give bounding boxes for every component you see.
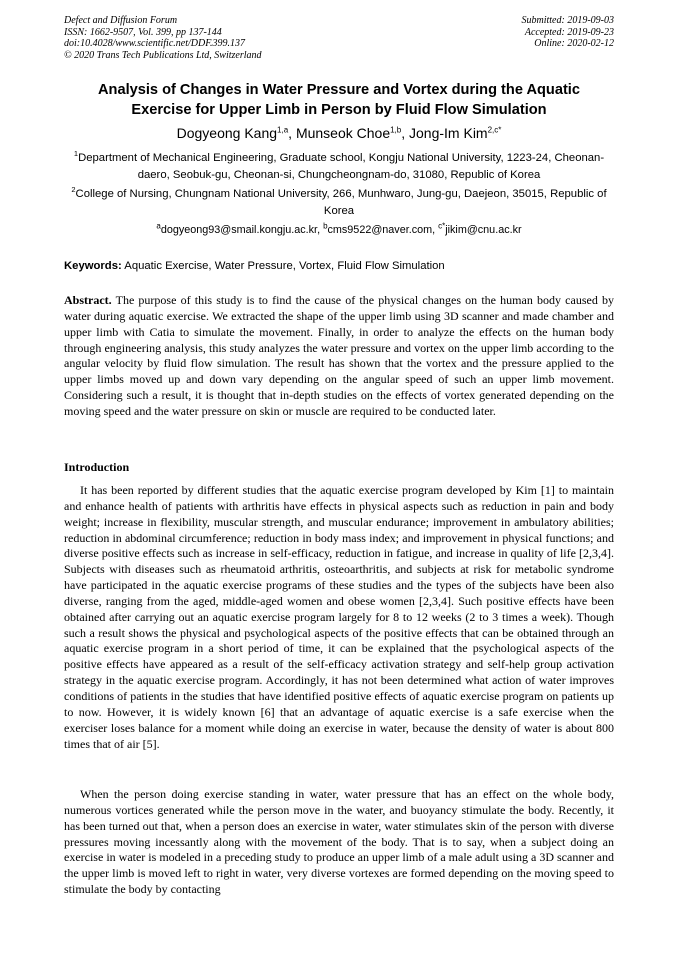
abstract-label: Abstract.	[64, 293, 112, 307]
journal-name: Defect and Diffusion Forum	[64, 15, 178, 26]
affiliation-2-mark: 2	[71, 185, 76, 195]
abstract-text: The purpose of this study is to find the cause of the physical changes on the human body caused by water during aquatic exercise. We extracted the shape of the upper limb using 3D scanner and made chamber and upper limb with Catia to simulate the movement. Finally, in order to analyze the effects on the human body through engineering analysis, this study analyzes the water pressure and vortex on the upper limb according to the angular velocity by fluid flow simulation. The result has shown that the vortex and the pressure applied to the upper limbs moved up and down vary depending on the angular speed of such an upper limb movement. Considering such a result, it is thought that in-depth studies on the effects of vortex generated depending on the moving speed and the water pressure on skin or muscle are required to be conducted later.	[64, 293, 614, 418]
abstract	[64, 293, 614, 420]
journal-doi: doi:10.4028/www.scientific.net/DDF.399.137	[64, 38, 246, 49]
paper-title-line-2: Exercise for Upper Limb in Person by Fluid Flow Simulation	[131, 102, 547, 118]
author-name: Dogyeong Kang	[176, 125, 278, 141]
email-separator: ,	[432, 224, 439, 236]
author-affiliation-mark: 2,c*	[487, 125, 502, 135]
affiliation-2-text: College of Nursing, Chungnam National University, 266, Munhwaro, Jung-gu, Daejeon, 35015, Republic of Korea	[75, 188, 607, 217]
introduction-paragraph-1: It has been reported by different studies that the aquatic exercise program developed by Kim [1] to maintain and enhance health of patients with arthritis have effects in physical aspects such as reduction in pain and body weight; increase in flexibility, muscular strength, and muscular endurance; improvement in ambulatory abilities; reduction in abdominal circumference; reduction in body mass index; and improvement in physical functions; and diverse positive effects such as increase in self-efficacy, reduction in fatigue, and increase in quality of life [2,3,4]. Subjects with diseases such as rheumatoid arthritis, osteoarthritis, and subjects at risk for metabolic syndrome have participated in the aquatic exercise programs of these studies and the types of the subjects have been also diverse, ranging from the aged, middle-aged women and obese women [2,3,4]. Such positive effects have been obtained after carrying out an aquatic exercise program largely for 8 to 12 weeks (2 to 3 times a week). Though such a result shows the physical and psychological aspects of the positive effects that can be obtained through an aquatic exercise program in a short period of time, it can be explained that the psychological aspects of the positive effects have appeared as a result of the self-efficacy activation strategy and self-help group activation strategy in the aquatic exercise program. Accordingly, it has not been determined what action of water improves conditions of patients in the studies that have identified positive effects of aquatic exercise program on patients up to now. However, it is widely known [6] that an advantage of aquatic exercise is a safe exercise when the exerciser loses balance for a moment while doing an exercise in water, because the density of water is about 800 times that of air [5].	[64, 483, 614, 751]
keywords	[64, 258, 614, 274]
keywords-label: Keywords:	[64, 260, 122, 272]
paper-title-line-1: Analysis of Changes in Water Pressure and Vortex during the Aquatic	[98, 82, 580, 98]
journal-copyright: © 2020 Trans Tech Publications Ltd, Switzerland	[64, 49, 262, 61]
submitted-date: Submitted: 2019-09-03	[521, 15, 614, 26]
email-address: cms9522@naver.com	[327, 224, 433, 236]
affiliation-1-text: Department of Mechanical Engineering, Graduate school, Kongju National University, 1223-24, Cheonan-daero, Seobuk-gu, Cheonan-si, Chungcheongnam-do, 31080, Republic of Korea	[78, 152, 605, 181]
journal-issn: ISSN: 1662-9507, Vol. 399, pp 137-144	[64, 26, 222, 38]
email-mark: b	[323, 221, 328, 231]
introduction-heading: Introduction	[64, 460, 130, 474]
online-date: Online: 2020-02-12	[534, 38, 614, 49]
affiliation-1	[60, 150, 618, 183]
author-affiliation-mark: 1,b	[390, 125, 402, 135]
author-emails	[60, 222, 618, 238]
affiliation-2	[60, 186, 618, 219]
email-mark: a	[156, 221, 161, 231]
author-separator: ,	[288, 125, 296, 141]
accepted-date: Accepted: 2019-09-23	[524, 26, 614, 38]
email-separator: ,	[317, 224, 324, 236]
author-affiliation-mark: 1,a	[277, 125, 289, 135]
email-address: jikim@cnu.ac.kr	[445, 224, 522, 236]
author-separator: ,	[401, 125, 410, 141]
email-mark: c*	[438, 221, 446, 231]
journal-info	[64, 15, 262, 61]
author-name: Jong-Im Kim	[409, 125, 488, 141]
publication-dates	[522, 15, 615, 50]
author-list	[40, 124, 638, 142]
keywords-text: Aquatic Exercise, Water Pressure, Vortex, Fluid Flow Simulation	[124, 260, 445, 272]
introduction-paragraph-2: When the person doing exercise standing in water, water pressure that has an effect on the whole body, numerous vortices generated while the person move in the water, and buoyancy stimulate the body. Recently, it has been turned out that, when a person does an exercise in water, water stimulates skin of the person with diverse pressures moving incessantly along with the movement of the body. That is to say, when a subject doing an exercise in water is modeled in a preceding study to produce an upper limb of a male adult using a 3D scanner and the upper limb is moved left to right in water, very diverse vortexes are formed depending on the moving speed to stimulate the body by contacting	[64, 787, 614, 897]
affiliation-1-mark: 1	[73, 149, 79, 159]
paper-title	[40, 80, 638, 120]
author-name: Munseok Choe	[295, 125, 391, 141]
email-address: dogyeong93@smail.kongju.ac.kr	[160, 224, 318, 236]
